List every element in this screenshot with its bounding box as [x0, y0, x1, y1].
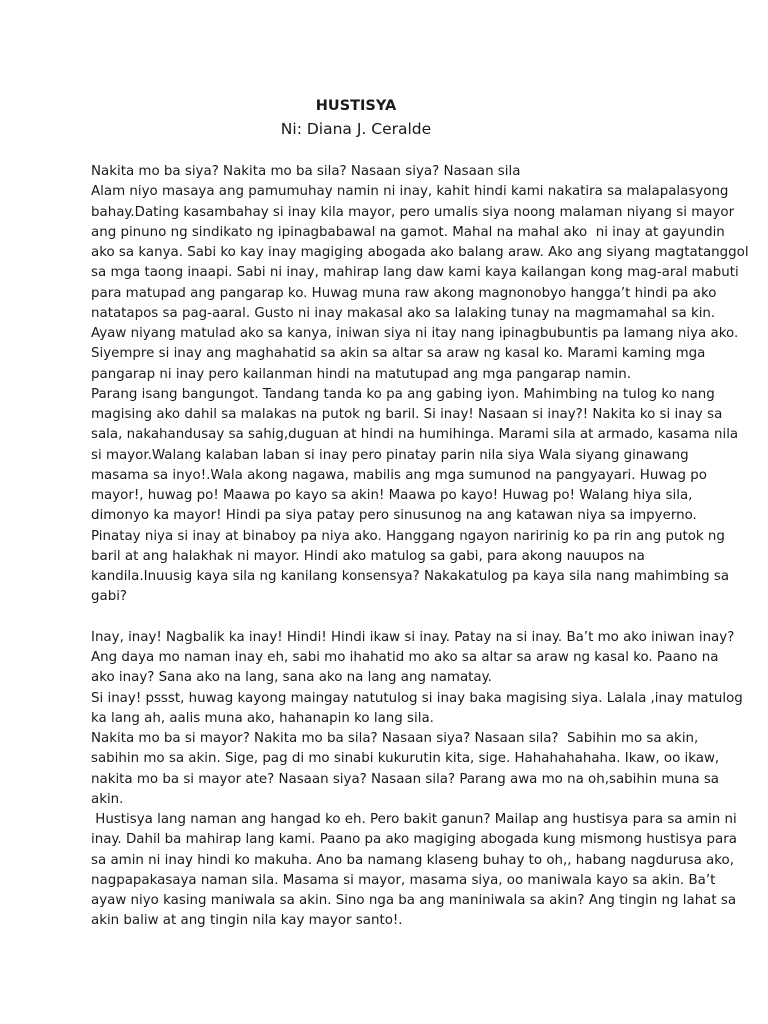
text-line: Nakita mo ba si mayor? Nakita mo ba sila? Nasaan siya? Nasaan sila? Sabihin mo sa akin, — [91, 731, 699, 746]
text-line: ako sa kanya. Sabi ko kay inay magiging abogada ako balang araw. Ako ang siyang magtatanggol — [91, 245, 749, 260]
text-line: pangarap ni inay pero kailanman hindi na matutupad ang mga pangarap namin. — [91, 366, 631, 382]
text-line: Pinatay niya si inay at binaboy pa niya ako. Hanggang ngayon naririnig ko pa rin ang putok ng — [91, 528, 725, 544]
text-line: sa mga taong inaapi. Sabi ni inay, mahirap lang daw kami kaya kailangan kong mag-aral mabuti — [91, 265, 739, 281]
text-line: magising ako dahil sa malakas na putok ng baril. Si inay! Nasaan si inay?! Nakita ko si inay sa — [91, 407, 723, 422]
text-line: Siyempre si inay ang maghahatid sa akin sa altar sa araw ng kasal ko. Marami kaming mga — [91, 346, 706, 362]
document-title: HUSTISYA — [315, 98, 397, 114]
text-line: akin baliw at ang tingin nila kay mayor santo!. — [91, 913, 403, 929]
text-line: sabihin mo sa akin. Sige, pag di mo sinabi kukurutin kita, sige. Hahahahahaha. Ikaw, oo ikaw, — [91, 751, 720, 767]
text-line: bahay.Dating kasambahay si inay kila mayor, pero umalis siya noong malaman niyang si mayor — [91, 204, 735, 220]
text-line: ka lang ah, aalis muna ako, hahanapin ko lang sila. — [91, 710, 434, 726]
text-line: natatapos sa pag-aaral. Gusto ni inay makasal ako sa lalaking tunay na magmamahal sa kin. — [91, 305, 716, 321]
text-line: sa amin ni inay hindi ko makuha. Ano ba namang klaseng buhay to oh,, habang nagdurusa ako, — [91, 852, 734, 868]
text-line: baril at ang halakhak ni mayor. Hindi ako matulog sa gabi, para akong nauupos na — [91, 548, 645, 564]
text-line: si mayor.Walang kalaban laban si inay pero pinatay parin nila siya Wala siyang ginawang — [91, 447, 689, 463]
text-line: gabi? — [91, 589, 128, 605]
paragraph — [91, 628, 743, 932]
text-line: ayaw niyo kasing maniwala sa akin. Sino nga ba ang maniniwala sa akin? Ang tingin ng lahat sa — [91, 893, 737, 908]
document-body — [91, 162, 749, 932]
text-line: Ayaw niyang matulad ako sa kanya, iniwan siya ni itay nang ipinagbubuntis pa lamang niya ako. — [91, 326, 739, 341]
text-line: Hustisya lang naman ang hangad ko eh. Pero bakit ganun? Mailap ang hustisya para sa amin ni — [91, 812, 737, 827]
paragraph-gap — [91, 608, 681, 628]
text-line: ako inay? Sana ako na lang, sana ako na lang ang namatay. — [91, 670, 492, 686]
text-line: Nakita mo ba siya? Nakita mo ba sila? Nasaan siya? Nasaan sila — [91, 164, 521, 179]
document-author: Ni: Diana J. Ceralde — [280, 120, 432, 138]
text-line: kandila.Inuusig kaya sila ng kanilang konsensya? Nakakatulog pa kaya sila nang mahimbing sa — [91, 569, 730, 584]
text-line: Alam niyo masaya ang pamumuhay namin ni inay, kahit hindi kami nakatira sa malapalasyong — [91, 184, 729, 200]
text-line: akin. — [91, 791, 124, 807]
text-line: Inay, inay! Nagbalik ka inay! Hindi! Hindi ikaw si inay. Patay na si inay. Ba’t mo ako iniwan inay? — [91, 629, 735, 645]
text-line: Parang isang bangungot. Tandang tanda ko pa ang gabing iyon. Mahimbing na tulog ko nang — [91, 386, 715, 402]
text-line: nakita mo ba si mayor ate? Nasaan siya? Nasaan sila? Parang awa mo na oh,sabihin muna sa — [91, 771, 720, 787]
text-line: sala, nakahandusay sa sahig,duguan at hindi na humihinga. Marami sila at armado, kasama nila — [91, 427, 739, 443]
text-line: Ang daya mo naman inay eh, sabi mo ihahatid mo ako sa altar sa araw ng kasal ko. Paano na — [91, 650, 719, 665]
text-line: masama sa inyo!.Wala akong nagawa, mabilis ang mga sumunod na pangyayari. Huwag po — [91, 467, 707, 483]
text-line: ang pinuno ng sindikato ng ipinagbabawal na gamot. Mahal na mahal ako ni inay at gayundin — [91, 224, 725, 240]
text-line: dimonyo ka mayor! Hindi pa siya patay pero sinusunog na ang katawan niya sa impyerno. — [91, 508, 697, 524]
text-line: inay. Dahil ba mahirap lang kami. Paano pa ako magiging abogada kung mismong hustisya para — [91, 832, 737, 848]
text-line: Si inay! pssst, huwag kayong maingay natutulog si inay baka magising siya. Lalala ,inay matulog — [91, 690, 743, 706]
text-line: para matupad ang pangarap ko. Huwag muna raw akong magnonobyo hangga’t hindi pa ako — [91, 285, 717, 301]
text-line: mayor!, huwag po! Maawa po kayo sa akin! Maawa po kayo! Huwag po! Walang hiya sila, — [91, 488, 693, 503]
text-line: nagpapakasaya naman sila. Masama si mayor, masama siya, oo maniwala kayo sa akin. Ba’t — [91, 872, 716, 888]
paragraph — [91, 162, 749, 608]
